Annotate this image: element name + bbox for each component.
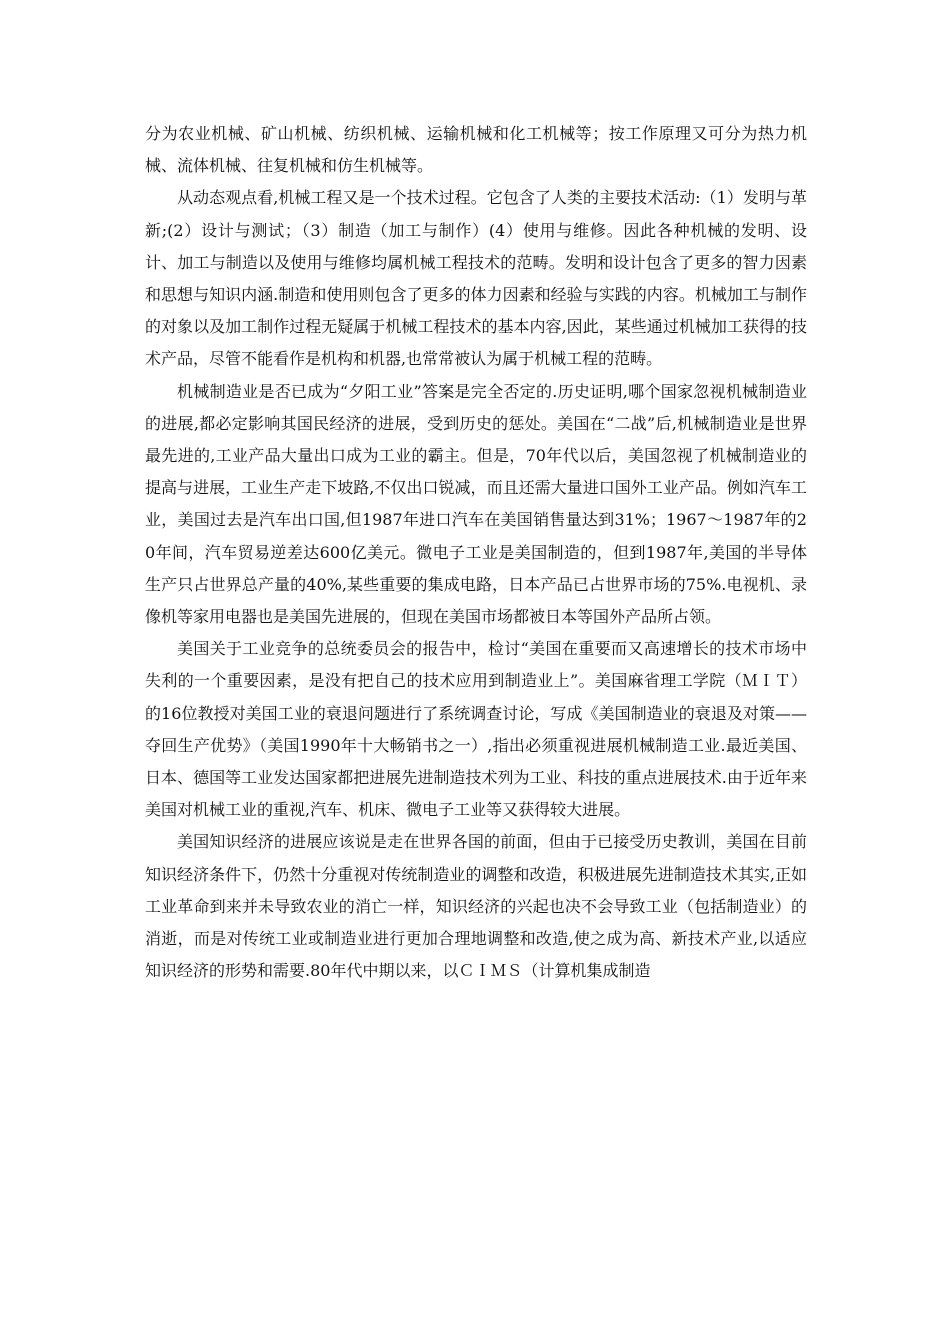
paragraph-dynamic-view: 从动态观点看,机械工程又是一个技术过程。它包含了人类的主要技术活动:（1）发明与革新;(2）设计与测试；（3）制造（加工与制作）(4）使用与维修。因此各种机械的发明、设计、加工与制造以及使用与维修均属机械工程技术的范畴。发明和设计包含了更多的智力因素和思想与知识内涵.制造和使用则包含了更多的体力因素和经验与实践的内容。机械加工与制作的对象以及加工制作过程无疑属于机械工程技术的基本内容,因此，某些通过机械加工获得的技术产品，尽管不能看作是机构和机器,也常常被认为属于机械工程的范畴。 (145, 188, 807, 369)
paragraph-knowledge-economy: 美国知识经济的进展应该说是走在世界各国的前面，但由于已接受历史教训，美国在目前知识经济条件下，仍然十分重视对传统制造业的调整和改造，积极进展先进制造技术其实,正如工业革命到来并未导致农业的消亡一样，知识经济的兴起也决不会导致工业（包括制造业）的消逝，而是对传统工业或制造业进行更加合理地调整和改造,使之成为高、新技术产业,以适应知识经济的形势和需要.80年代中期以来，以ＣＩＭＳ（计算机集成制造 (145, 832, 807, 981)
paragraph-sunset-industry: 机械制造业是否已成为“夕阳工业”答案是完全否定的.历史证明,哪个国家忽视机械制造业的进展,都必定影响其国民经济的进展，受到历史的惩处。美国在“二战”后,机械制造业是世界最先进的,工业产品大量出口成为工业的霸主。但是，70年代以后，美国忽视了机械制造业的提高与进展，工业生产走下坡路,不仅出口锐减，而且还需大量进口国外工业产品。例如汽车工业，美国过去是汽车出口国,但1987年进口汽车在美国销售量达到31%；1967～1987年的20年间，汽车贸易逆差达600亿美元。微电子工业是美国制造的，但到1987年,美国的半导体生产只占世界总产量的40%,某些重要的集成电路，日本产品已占世界市场的75%.电视机、录像机等家用电器也是美国先进展的，但现在美国市场都被日本等国外产品所占领。 (145, 381, 807, 627)
document-body (145, 118, 807, 987)
paragraph-presidential-commission: 美国关于工业竞争的总统委员会的报告中，检讨“美国在重要而又高速增长的技术市场中失利的一个重要因素，是没有把自己的技术应用到制造业上”。美国麻省理工学院（ＭＩＴ）的16位教授对美国工业的衰退问题进行了系统调查讨论，写成《美国制造业的衰退及对策——夺回生产优势》（美国1990年十大畅销书之一）,指出必须重视进展机械制造工业.最近美国、日本、德国等工业发达国家都把进展先进制造技术列为工业、科技的重点进展技术.由于近年来美国对机械工业的重视,汽车、机床、微电子工业等又获得较大进展。 (145, 639, 807, 820)
paragraph-agricultural-machinery: 分为农业机械、矿山机械、纺织机械、运输机械和化工机械等；按工作原理又可分为热力机械、流体机械、往复机械和仿生机械等。 (145, 124, 807, 176)
